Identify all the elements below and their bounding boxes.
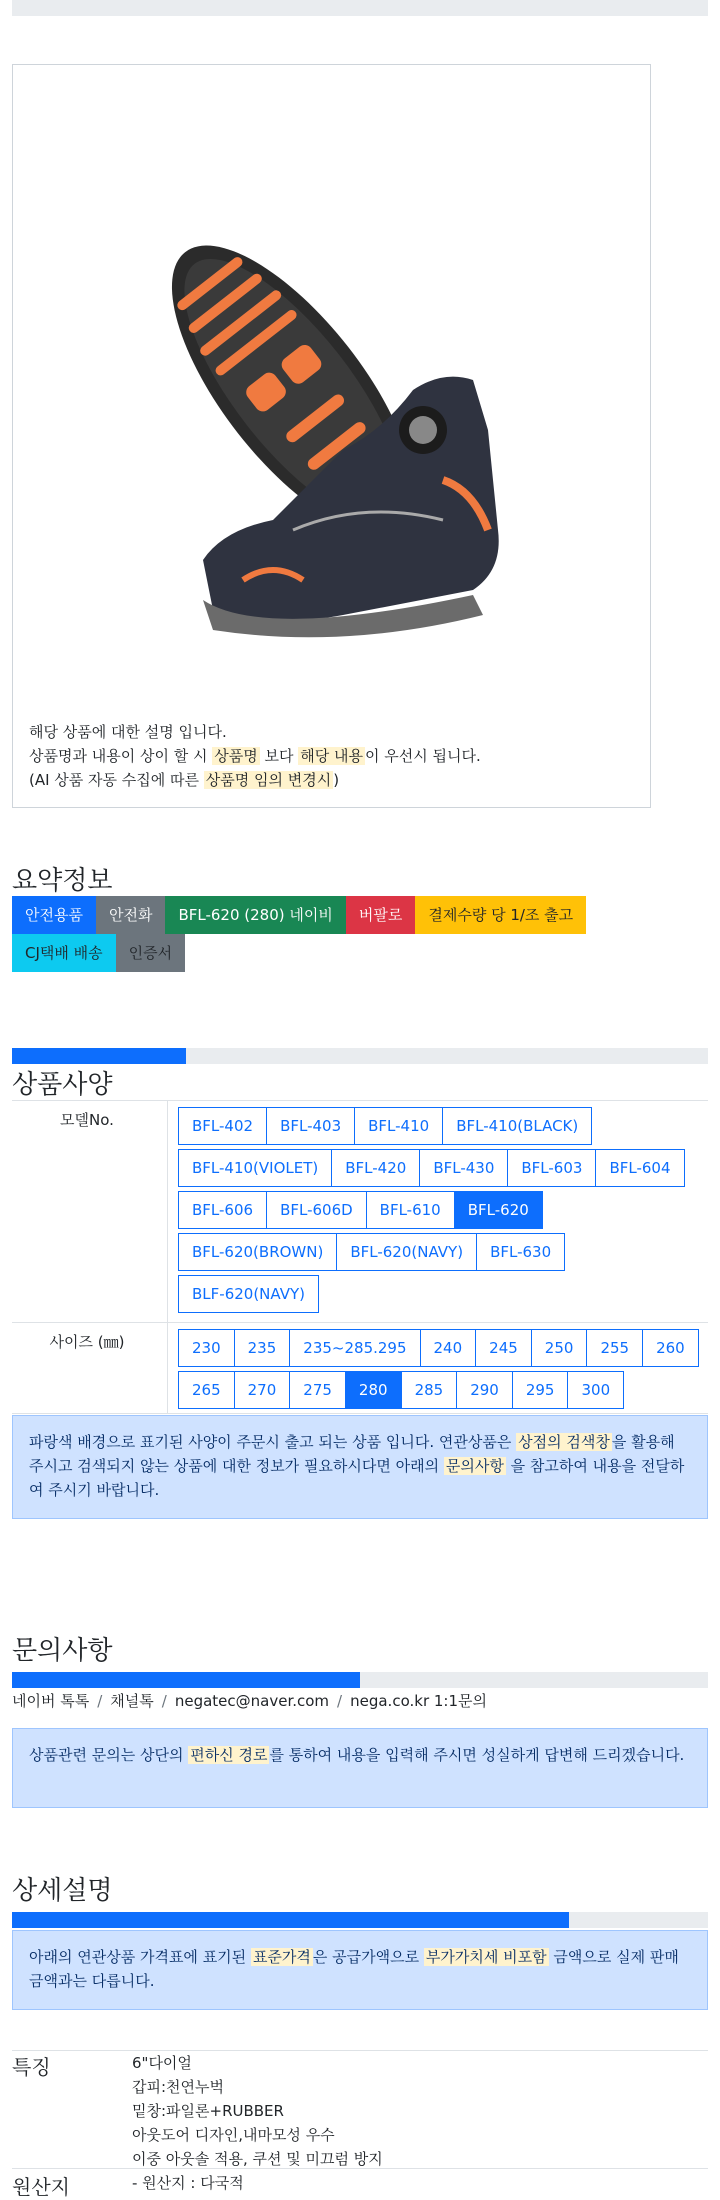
model-option-button[interactable]: BFL-410(BLACK) xyxy=(442,1107,592,1145)
model-option-button[interactable]: BFL-610 xyxy=(366,1191,455,1229)
detail-progress-bar xyxy=(12,1912,708,1928)
text-segment: ) xyxy=(333,771,340,789)
text-segment: 금액으로 실제 판매금액과는 다릅니다. xyxy=(29,1948,679,1990)
description-line xyxy=(29,768,481,792)
features-label: 특징 xyxy=(12,2055,51,2079)
spec-title: 상품사양 xyxy=(12,1070,113,1100)
feature-line: 밑창:파일론+RUBBER xyxy=(132,2102,284,2120)
size-option-button[interactable]: 275 xyxy=(289,1371,346,1409)
highlight-text: 표준가격 xyxy=(252,1948,311,1966)
features-list xyxy=(132,2051,383,2171)
size-row xyxy=(12,1322,708,1414)
origin-row xyxy=(12,2168,708,2199)
highlight-text: 상품명 임의 변경시 xyxy=(205,771,332,789)
size-option-button[interactable]: 280 xyxy=(345,1371,402,1409)
highlight-text: 해당 내용 xyxy=(300,747,363,765)
detail-title: 상세설명 xyxy=(12,1876,113,1906)
size-button-row xyxy=(178,1371,713,1413)
size-option-button[interactable]: 240 xyxy=(420,1329,477,1367)
text-segment: 은 공급가액으로 xyxy=(312,1948,424,1966)
text-segment: 을 참고하여 내용을 전달하여 주시기 바랍니다. xyxy=(29,1457,685,1499)
model-option-button[interactable]: BFL-420 xyxy=(331,1149,420,1187)
size-option-button[interactable]: 265 xyxy=(178,1371,235,1409)
model-option-button[interactable]: BFL-620(NAVY) xyxy=(336,1233,477,1271)
feature-line: 이중 아웃솔 적용, 쿠션 및 미끄럼 방지 xyxy=(132,2150,383,2168)
size-button-row xyxy=(178,1329,713,1371)
model-button-row xyxy=(178,1191,713,1233)
product-description xyxy=(29,720,481,792)
size-option-button[interactable]: 255 xyxy=(586,1329,643,1367)
text-segment: 파랑색 배경으로 표기된 사양이 주문시 출고 되는 상품 입니다. 연관상품은 xyxy=(29,1433,517,1451)
inquiry-progress-bar xyxy=(12,1672,708,1688)
summary-badges xyxy=(12,896,632,972)
model-button-row xyxy=(178,1149,713,1191)
summary-badge: 안전화 xyxy=(96,896,165,934)
summary-badge: 버팔로 xyxy=(346,896,415,934)
inquiry-title: 문의사항 xyxy=(12,1636,113,1666)
text-segment: (AI 상품 자동 수집에 따른 xyxy=(29,771,204,789)
inquiry-channel-link[interactable]: 네이버 톡톡 xyxy=(12,1692,90,1710)
model-option-button[interactable]: BLF-620(NAVY) xyxy=(178,1275,319,1313)
origin-value: - 원산지 : 다국적 xyxy=(132,2174,244,2192)
highlight-text: 상점의 검색창 xyxy=(518,1433,610,1451)
product-image-card xyxy=(12,64,651,808)
text-segment: 이 우선시 됩니다. xyxy=(364,747,481,765)
origin-label: 원산지 xyxy=(12,2175,70,2199)
model-row xyxy=(12,1100,708,1322)
size-option-button[interactable]: 235 xyxy=(234,1329,291,1367)
model-button-row xyxy=(178,1233,713,1275)
inquiry-channel-link[interactable]: negatec@naver.com xyxy=(174,1692,330,1710)
product-shoe-image xyxy=(143,230,523,670)
highlight-text: 부가가치세 비포함 xyxy=(425,1948,547,1966)
inquiry-channel-link[interactable]: nega.co.kr 1:1문의 xyxy=(350,1692,487,1710)
model-option-button[interactable]: BFL-603 xyxy=(507,1149,596,1187)
highlight-text: 문의사항 xyxy=(445,1457,504,1475)
detail-notice xyxy=(12,1930,708,2010)
size-option-button[interactable]: 230 xyxy=(178,1329,235,1367)
size-option-button[interactable]: 295 xyxy=(512,1371,569,1409)
summary-badge: 결제수량 당 1/조 출고 xyxy=(415,896,586,934)
size-label: 사이즈 (㎜) xyxy=(49,1333,125,1351)
highlight-text: 편하신 경로 xyxy=(190,1746,268,1764)
feature-line: 6"다이얼 xyxy=(132,2054,192,2072)
inquiry-notice xyxy=(12,1728,708,1808)
model-option-button[interactable]: BFL-402 xyxy=(178,1107,267,1145)
text-segment: 을 활용해 주시고 검색되지 않는 상품에 대한 정보가 필요하시다면 아래의 xyxy=(29,1433,675,1475)
size-option-button[interactable]: 290 xyxy=(456,1371,513,1409)
crumb-separator: / xyxy=(337,1692,343,1710)
inquiry-channels xyxy=(12,1690,487,1711)
model-option-button[interactable]: BFL-604 xyxy=(595,1149,684,1187)
crumb-separator: / xyxy=(97,1692,103,1710)
text-segment: 상품관련 문의는 상단의 xyxy=(29,1746,189,1764)
summary-title: 요약정보 xyxy=(12,866,113,896)
size-option-button[interactable]: 285 xyxy=(401,1371,458,1409)
size-option-button[interactable]: 250 xyxy=(531,1329,588,1367)
size-option-button[interactable]: 235~285.295 xyxy=(289,1329,420,1367)
model-label: 모델No. xyxy=(60,1111,114,1129)
text-segment: 보다 xyxy=(259,747,299,765)
model-option-button[interactable]: BFL-430 xyxy=(419,1149,508,1187)
model-option-button[interactable]: BFL-620(BROWN) xyxy=(178,1233,337,1271)
model-option-button[interactable]: BFL-606 xyxy=(178,1191,267,1229)
model-button-row xyxy=(178,1275,713,1317)
features-row xyxy=(12,2050,708,2169)
summary-badge: 인증서 xyxy=(116,934,185,972)
spec-progress-bar xyxy=(12,1048,708,1064)
summary-badge: 안전용품 xyxy=(12,896,96,934)
size-option-button[interactable]: 300 xyxy=(567,1371,624,1409)
model-option-button[interactable]: BFL-410(VIOLET) xyxy=(178,1149,332,1187)
model-option-button[interactable]: BFL-403 xyxy=(266,1107,355,1145)
model-option-button[interactable]: BFL-630 xyxy=(476,1233,565,1271)
text-segment: 상품명과 내용이 상이 할 시 xyxy=(29,747,213,765)
model-option-button[interactable]: BFL-606D xyxy=(266,1191,367,1229)
model-option-button[interactable]: BFL-620 xyxy=(454,1191,543,1229)
text-segment: 해당 상품에 대한 설명 입니다. xyxy=(29,723,227,741)
model-options xyxy=(178,1107,713,1317)
summary-badge: CJ택배 배송 xyxy=(12,934,116,972)
size-option-button[interactable]: 245 xyxy=(475,1329,532,1367)
crumb-separator: / xyxy=(161,1692,167,1710)
description-line xyxy=(29,720,481,744)
inquiry-channel-link[interactable]: 채널톡 xyxy=(110,1692,154,1710)
top-progress-bar xyxy=(12,0,708,16)
model-option-button[interactable]: BFL-410 xyxy=(354,1107,443,1145)
highlight-text: 상품명 xyxy=(214,747,258,765)
summary-badge: BFL-620 (280) 네이비 xyxy=(165,896,345,934)
text-segment: 를 통하여 내용을 입력해 주시면 성실하게 답변해 드리겠습니다. xyxy=(269,1746,685,1764)
feature-line: 아웃도어 디자인,내마모성 우수 xyxy=(132,2126,335,2144)
size-options xyxy=(178,1329,713,1413)
size-option-button[interactable]: 270 xyxy=(234,1371,291,1409)
spec-notice xyxy=(12,1415,708,1519)
description-line xyxy=(29,744,481,768)
feature-line: 갑피:천연누벅 xyxy=(132,2078,224,2096)
text-segment: 아래의 연관상품 가격표에 표기된 xyxy=(29,1948,251,1966)
model-button-row xyxy=(178,1107,713,1149)
size-option-button[interactable]: 260 xyxy=(642,1329,699,1367)
